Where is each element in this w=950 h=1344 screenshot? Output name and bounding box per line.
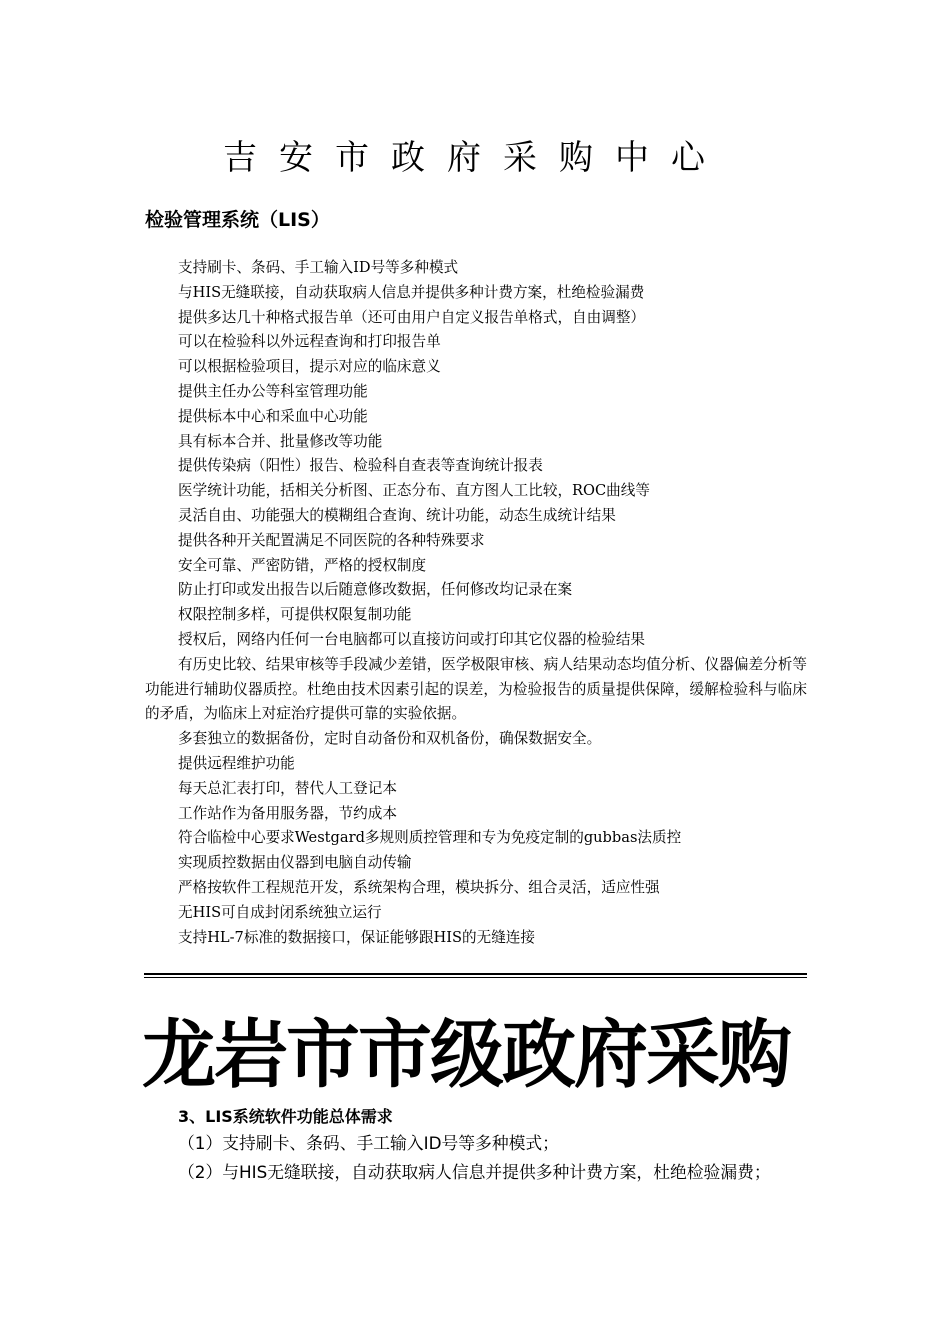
list-item: 灵活自由、功能强大的模糊组合查询、统计功能，动态生成统计结果 — [178, 506, 616, 524]
section-divider — [144, 973, 807, 978]
list-item: 医学统计功能，括相关分析图、正态分布、直方图人工比较，ROC曲线等 — [178, 482, 650, 500]
list-item: 提供标本中心和采血中心功能 — [178, 407, 368, 425]
list-item: 提供主任办公等科室管理功能 — [178, 382, 368, 400]
list-item: 多套独立的数据备份，定时自动备份和双机备份，确保数据安全。 — [178, 730, 602, 748]
list-item: 具有标本合并、批量修改等功能 — [178, 432, 383, 450]
list-item: 实现质控数据由仪器到电脑自动传输 — [178, 854, 412, 872]
list-item: 提供传染病（阳性）报告、检验科自查表等查询统计报表 — [178, 457, 543, 475]
list-item: 权限控制多样，可提供权限复制功能 — [178, 606, 412, 624]
list-item: 授权后，网络内任何一台电脑都可以直接访问或打印其它仪器的检验结果 — [178, 630, 646, 648]
list-item: 符合临检中心要求Westgard多规则质控管理和专为免疫定制的gubbas法质控 — [178, 829, 682, 847]
list-item: （1）支持刷卡、条码、手工输入ID号等多种模式； — [178, 1133, 559, 1153]
requirements-heading: 3、LIS系统软件功能总体需求 — [178, 1107, 393, 1126]
list-item: 可以根据检验项目，提示对应的临床意义 — [178, 358, 441, 376]
page-title: 吉安市政府采购中心 — [223, 138, 727, 178]
list-item: 工作站作为备用服务器，节约成本 — [178, 804, 397, 822]
list-item: （2）与HIS无缝联接，自动获取病人信息并提供多种计费方案，杜绝检验漏费； — [178, 1162, 771, 1182]
list-item: 提供多达几十种格式报告单（还可由用户自定义报告单格式，自由调整） — [178, 308, 646, 326]
section-heading: 检验管理系统（LIS） — [145, 209, 330, 231]
list-item: 安全可靠、严密防错，严格的授权制度 — [178, 556, 427, 574]
list-item: 有历史比较、结果审核等手段减少差错，医学极限审核、病人结果动态均值分析、仪器偏差分析等功能进行辅助仪器质控。杜绝由技术因素引起的误差，为检验报告的质量提供保障，缓解检验科与临床的矛盾，为临床上对症治疗提供可靠的实验依据。 — [145, 655, 807, 723]
list-item: 与HIS无缝联接，自动获取病人信息并提供多种计费方案，杜绝检验漏费 — [178, 283, 645, 301]
list-item: 防止打印或发出报告以后随意修改数据，任何修改均记录在案 — [178, 581, 573, 599]
list-item: 支持HL-7标准的数据接口，保证能够跟HIS的无缝连接 — [178, 928, 536, 946]
list-item: 无HIS可自成封闭系统独立运行 — [178, 903, 382, 921]
list-item: 严格按软件工程规范开发，系统架构合理，模块拆分、组合灵活，适应性强 — [178, 878, 660, 896]
list-item: 提供各种开关配置满足不同医院的各种特殊要求 — [178, 531, 485, 549]
feature-list — [145, 256, 807, 950]
requirements-list — [145, 1130, 807, 1188]
list-item: 每天总汇表打印，替代人工登记本 — [178, 779, 397, 797]
list-item: 支持刷卡、条码、手工输入ID号等多种模式 — [178, 259, 459, 276]
list-item: 提供远程维护功能 — [178, 754, 295, 772]
list-item: 可以在检验科以外远程查询和打印报告单 — [178, 333, 441, 351]
second-doc-title: 龙岩市市级政府采购 — [142, 1012, 790, 1098]
